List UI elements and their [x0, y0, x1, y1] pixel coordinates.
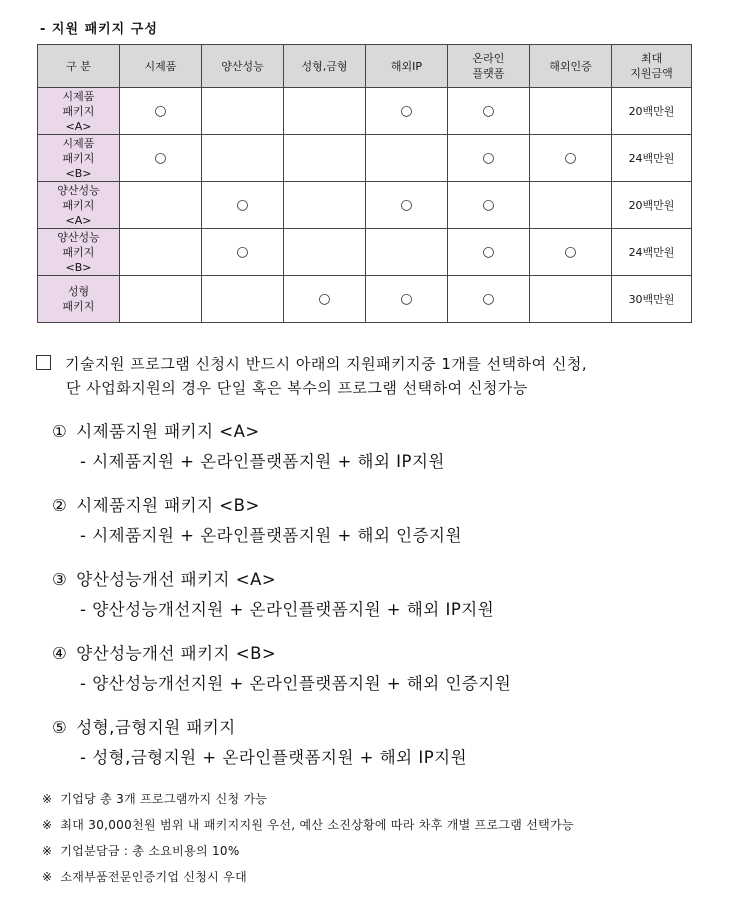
circle-mark: ○	[564, 149, 577, 166]
circled-number: ③	[52, 570, 68, 589]
circle-mark: ○	[236, 196, 249, 213]
checkbox-square-icon	[36, 355, 51, 370]
note-item	[42, 812, 702, 838]
note-item	[42, 786, 702, 812]
circle-mark: ○	[400, 196, 413, 213]
cell-empty	[366, 229, 448, 276]
table-header-row	[38, 45, 692, 88]
cell-empty	[202, 276, 284, 323]
row-label: 양산성능 패키지 <B>	[38, 229, 120, 276]
package-desc: - 성형,금형지원 + 온라인플랫폼지원 + 해외 IP지원	[80, 748, 468, 767]
cell-mark	[448, 229, 530, 276]
circle-mark: ○	[236, 243, 249, 260]
notice-line-2: 단 사업화지원의 경우 단일 혹은 복수의 프로그램 선택하여 신청가능	[66, 379, 528, 397]
circle-mark: ○	[400, 290, 413, 307]
cell-empty	[284, 229, 366, 276]
reference-mark: ※	[42, 844, 53, 858]
notice-block	[36, 352, 696, 400]
note-text: 최대 30,000천원 범위 내 패키지지원 우선, 예산 소진상황에 따라 차후 개별 프로그램 선택가능	[60, 818, 574, 832]
note-item	[42, 838, 702, 864]
circle-mark: ○	[400, 102, 413, 119]
circle-mark: ○	[318, 290, 331, 307]
notice-line-1	[36, 352, 696, 376]
table-row	[38, 182, 692, 229]
cell-mark	[530, 135, 612, 182]
circle-mark: ○	[482, 149, 495, 166]
row-label: 성형 패키지	[38, 276, 120, 323]
cell-empty	[530, 88, 612, 135]
header-max-amount: 최대 지원금액	[612, 45, 692, 88]
cell-mark	[366, 88, 448, 135]
package-title	[52, 642, 692, 666]
header-overseas-ip: 해외IP	[366, 45, 448, 88]
circle-mark: ○	[482, 243, 495, 260]
list-item	[52, 420, 692, 474]
cell-empty	[202, 88, 284, 135]
cell-empty	[120, 182, 202, 229]
circle-mark: ○	[482, 102, 495, 119]
cell-mark	[448, 276, 530, 323]
circle-mark: ○	[482, 290, 495, 307]
header-overseas-cert: 해외인증	[530, 45, 612, 88]
cell-amount: 30백만원	[612, 276, 692, 323]
list-item	[52, 568, 692, 622]
circled-number: ②	[52, 496, 68, 515]
reference-mark: ※	[42, 792, 53, 806]
circled-number: ⑤	[52, 718, 68, 737]
circle-mark: ○	[154, 149, 167, 166]
package-title-text: 시제품지원 패키지 <A>	[76, 422, 260, 441]
circle-mark: ○	[482, 196, 495, 213]
package-title	[52, 494, 692, 518]
package-table	[37, 44, 692, 323]
cell-empty	[284, 135, 366, 182]
package-title-text: 시제품지원 패키지 <B>	[76, 496, 260, 515]
cell-mark	[202, 182, 284, 229]
list-item	[52, 716, 692, 770]
cell-empty	[120, 229, 202, 276]
cell-amount: 20백만원	[612, 88, 692, 135]
cell-mark	[284, 276, 366, 323]
cell-empty	[284, 88, 366, 135]
cell-mark	[120, 88, 202, 135]
notice-text-1: 기술지원 프로그램 신청시 반드시 아래의 지원패키지중 1개를 선택하여 신청,	[65, 355, 588, 373]
row-label: 시제품 패키지 <A>	[38, 88, 120, 135]
cell-amount: 24백만원	[612, 135, 692, 182]
table-row	[38, 229, 692, 276]
cell-mark	[448, 88, 530, 135]
header-online-platform: 온라인 플랫폼	[448, 45, 530, 88]
package-title	[52, 716, 692, 740]
package-title	[52, 420, 692, 444]
note-item	[42, 864, 702, 890]
row-label: 시제품 패키지 <B>	[38, 135, 120, 182]
note-text: 기업분담금 : 총 소요비용의 10%	[60, 844, 240, 858]
cell-empty	[284, 182, 366, 229]
note-text: 소재부품전문인증기업 신청시 우대	[60, 870, 247, 884]
cell-empty	[366, 135, 448, 182]
header-mass-production: 양산성능	[202, 45, 284, 88]
cell-mark	[202, 229, 284, 276]
circle-mark: ○	[154, 102, 167, 119]
cell-empty	[530, 182, 612, 229]
table-row	[38, 135, 692, 182]
header-molding: 성형,금형	[284, 45, 366, 88]
list-item	[52, 642, 692, 696]
circle-mark: ○	[564, 243, 577, 260]
cell-mark	[530, 229, 612, 276]
header-category: 구 분	[38, 45, 120, 88]
circled-number: ①	[52, 422, 68, 441]
package-title	[52, 568, 692, 592]
cell-mark	[120, 135, 202, 182]
package-title-text: 성형,금형지원 패키지	[76, 718, 236, 737]
cell-empty	[120, 276, 202, 323]
cell-mark	[366, 182, 448, 229]
package-desc: - 양산성능개선지원 + 온라인플랫폼지원 + 해외 IP지원	[80, 600, 495, 619]
cell-empty	[530, 276, 612, 323]
cell-mark	[448, 135, 530, 182]
cell-mark	[448, 182, 530, 229]
reference-mark: ※	[42, 818, 53, 832]
circled-number: ④	[52, 644, 68, 663]
cell-amount: 20백만원	[612, 182, 692, 229]
row-label: 양산성능 패키지 <A>	[38, 182, 120, 229]
reference-mark: ※	[42, 870, 53, 884]
cell-amount: 24백만원	[612, 229, 692, 276]
table-row	[38, 88, 692, 135]
package-desc: - 양산성능개선지원 + 온라인플랫폼지원 + 해외 인증지원	[80, 674, 512, 693]
package-title-text: 양산성능개선 패키지 <B>	[76, 644, 277, 663]
section-title: - 지원 패키지 구성	[40, 22, 158, 37]
package-title-text: 양산성능개선 패키지 <A>	[76, 570, 277, 589]
notes-block	[42, 786, 702, 890]
cell-mark	[366, 276, 448, 323]
header-prototype: 시제품	[120, 45, 202, 88]
table-row	[38, 276, 692, 323]
cell-empty	[202, 135, 284, 182]
package-desc: - 시제품지원 + 온라인플랫폼지원 + 해외 IP지원	[80, 452, 445, 471]
package-list	[52, 420, 692, 790]
list-item	[52, 494, 692, 548]
note-text: 기업당 총 3개 프로그램까지 신청 가능	[60, 792, 268, 806]
package-desc: - 시제품지원 + 온라인플랫폼지원 + 해외 인증지원	[80, 526, 462, 545]
